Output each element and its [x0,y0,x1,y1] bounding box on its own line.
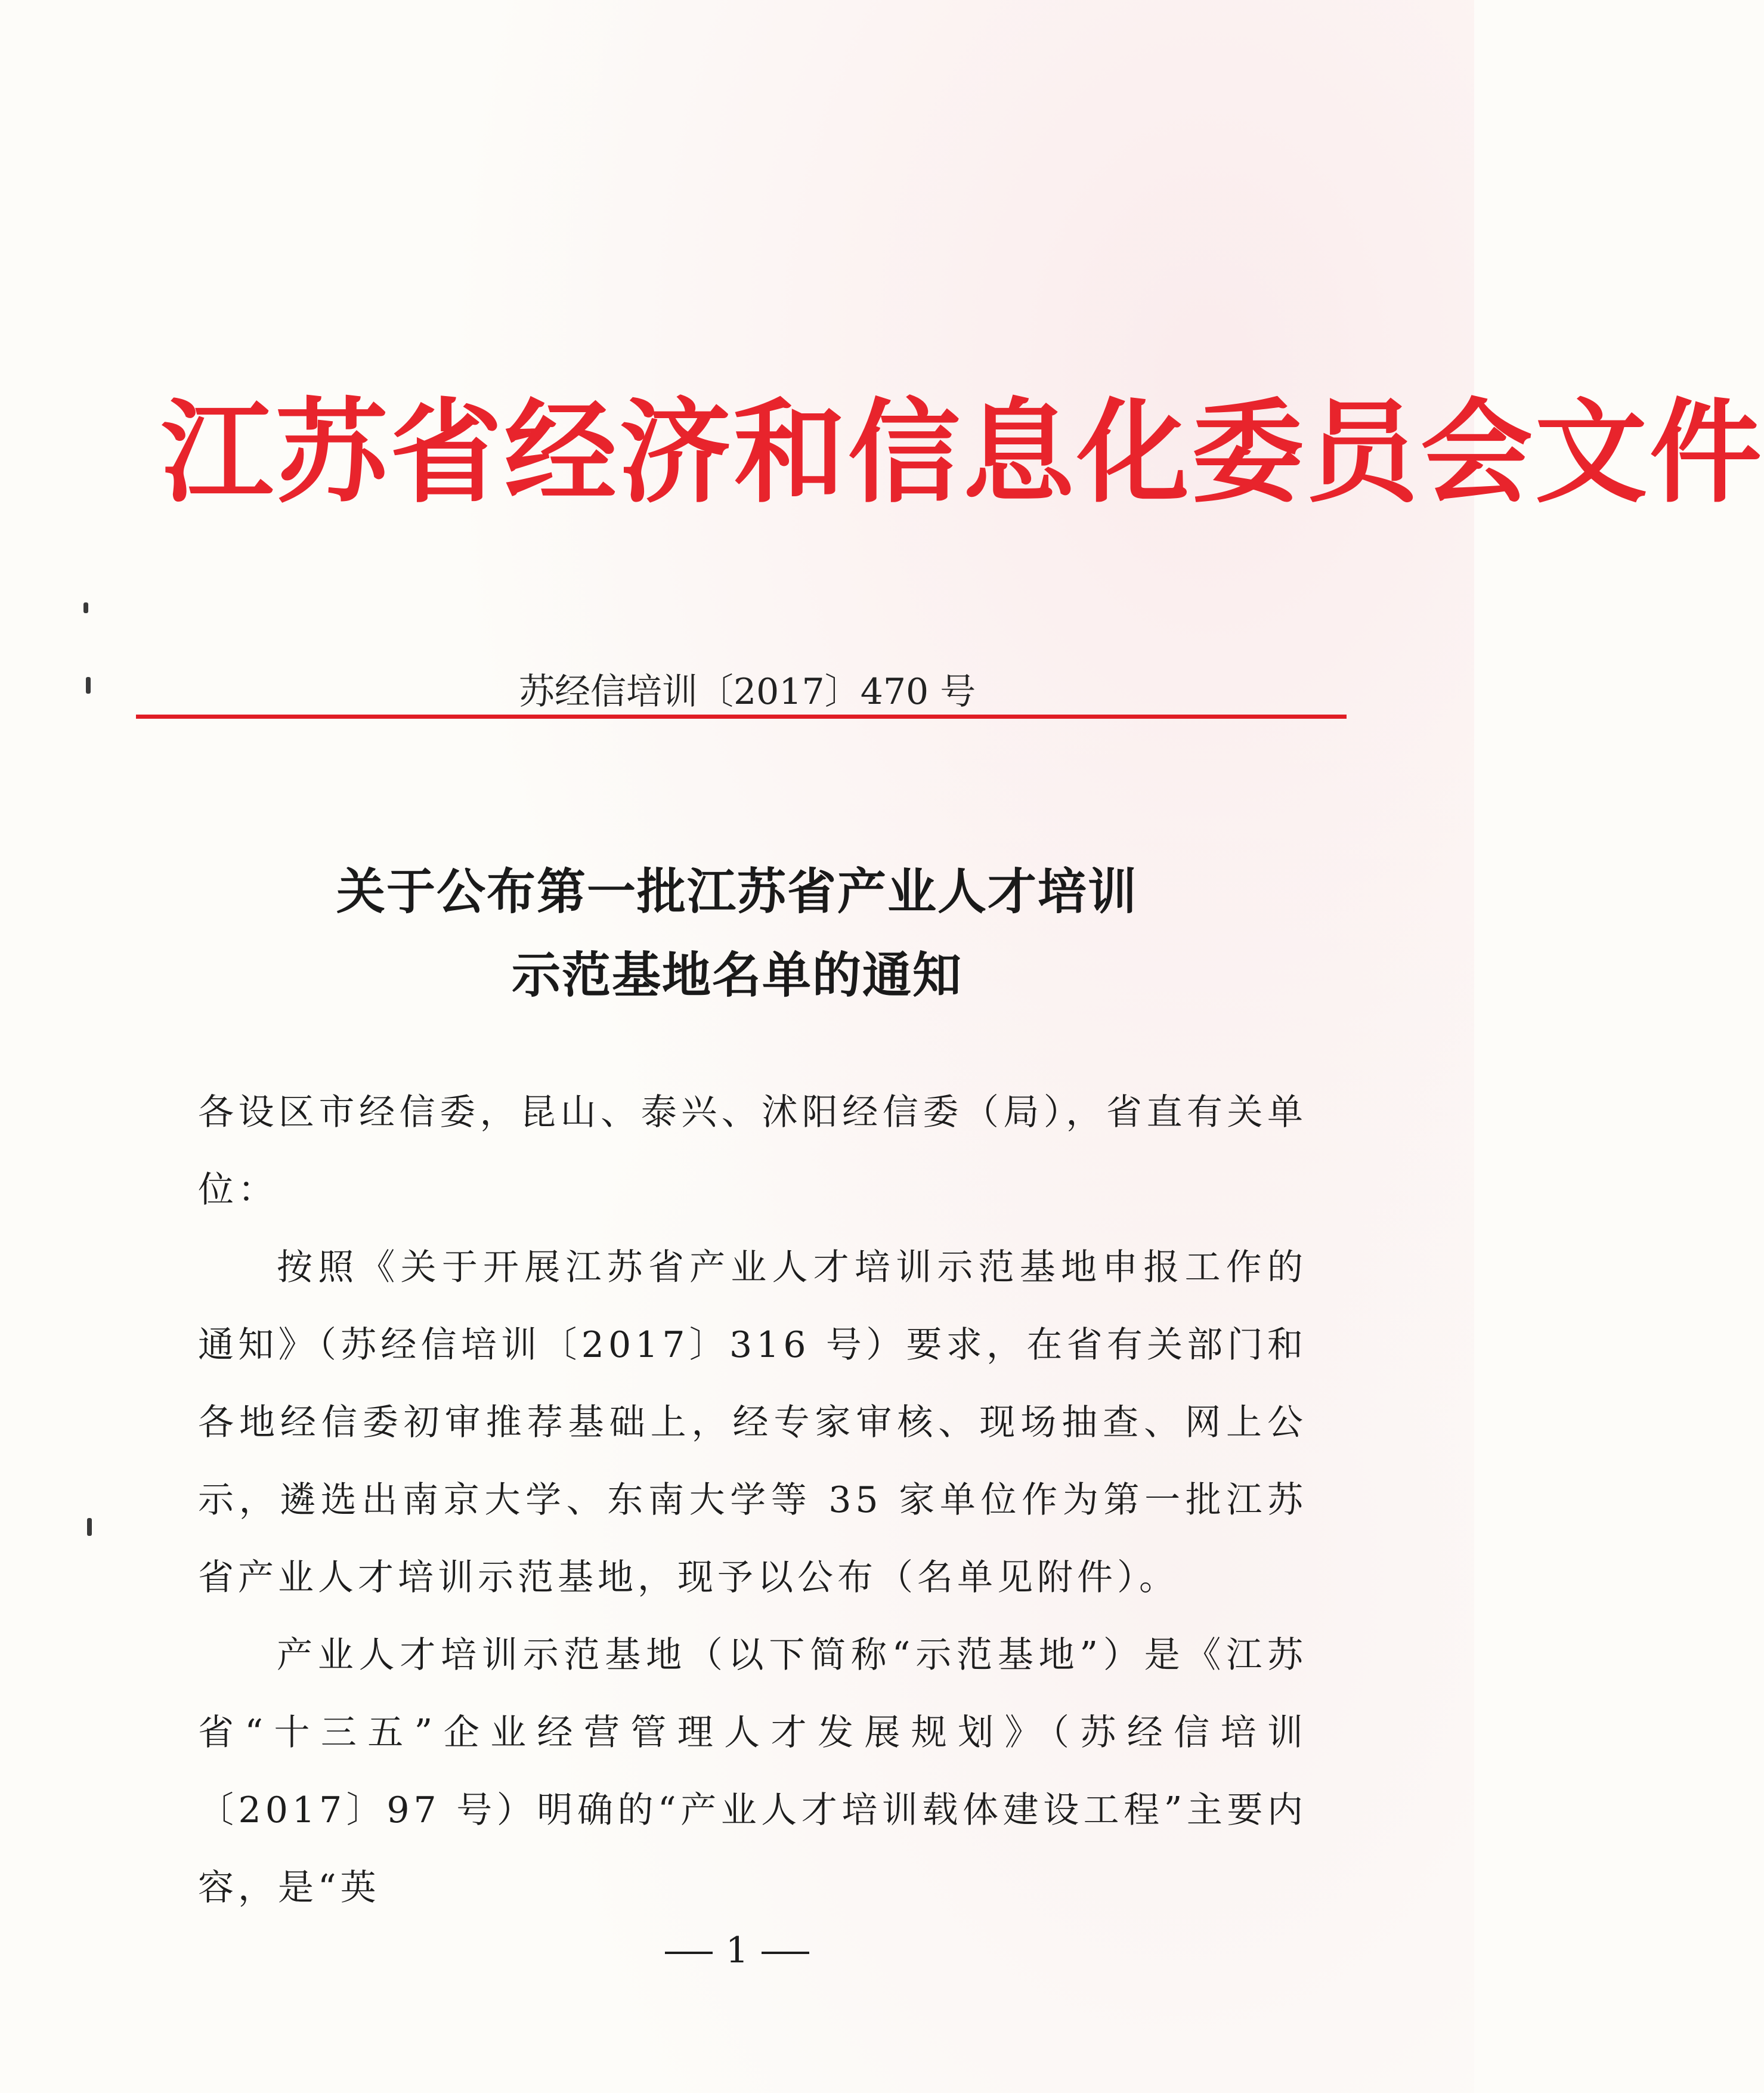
footer-dash-left [665,1952,713,1954]
binding-hole-mark-3 [87,1518,92,1536]
recipients-line: 各设区市经信委，昆山、泰兴、沭阳经信委（局），省直有关单位： [198,1092,1307,1211]
page-number-footer [618,1921,856,1980]
binding-hole-mark-2 [86,677,91,694]
page-number: 1 [725,1930,749,1971]
notice-body [198,1074,1307,1927]
issuer-header-title: 江苏省经济和信息化委员会文件 [161,388,1764,518]
document-number: 苏经信培训〔2017〕470 号 [519,671,976,713]
footer-dash-right [762,1952,809,1954]
binding-hole-mark-1 [83,602,88,613]
notice-title-line-1: 关于公布第一批江苏省产业人才培训 [336,863,1138,920]
body-paragraph-2: 产业人才培训示范基地（以下简称“示范基地”）是《江苏省“十三五”企业经营管理人才发展规划》（苏经信培训〔2017〕97 号）明确的“产业人才培训载体建设工程”主要内容，是“英 [198,1634,1307,1909]
notice-title-line-2: 示范基地名单的通知 [511,947,963,1004]
body-paragraph-1: 按照《关于开展江苏省产业人才培训示范基地申报工作的通知》（苏经信培训〔2017〕316 号）要求，在省有关部门和各地经信委初审推荐基础上，经专家审核、现场抽查、网上公示，遴选出南京大学、东南大学等 35 家单位作为第一批江苏省产业人才培训示范基地，现予以公布（名单见附件）。 [198,1247,1307,1599]
red-separator-line [136,715,1347,719]
